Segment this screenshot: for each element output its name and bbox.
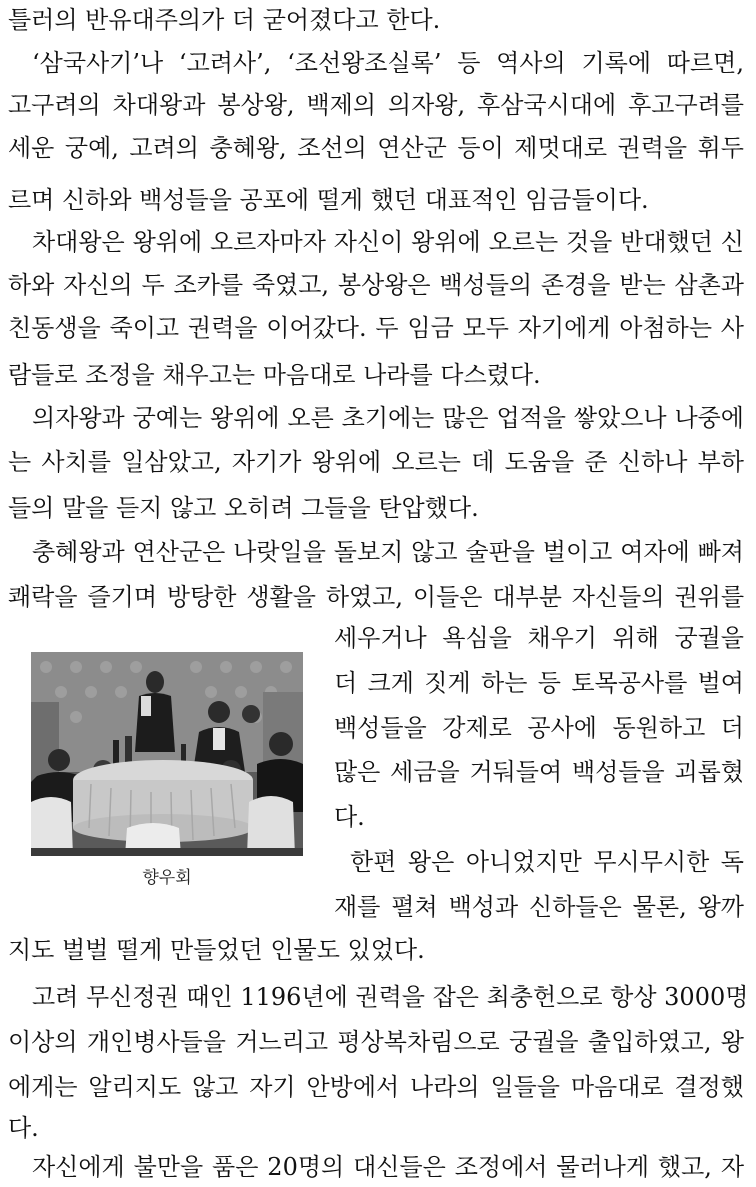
text-line: 한편 왕은 아니었지만 무시무시한 독 [350,848,744,876]
text-line: 이상의 개인병사들을 거느리고 평상복차림으로 궁궐을 출입하였고, 왕 [8,1028,744,1056]
text-line: 지도 벌벌 떨게 만들었던 인물도 있었다. [8,936,425,964]
text-line: 고려 무신정권 때인 1196년에 권력을 잡은 최충헌으로 항상 3000명 [32,983,749,1011]
text-line: 틀러의 반유대주의가 더 굳어졌다고 한다. [8,6,441,34]
text-line: 더 크게 짓게 하는 등 토목공사를 벌여 [334,669,744,697]
text-line: 다. [334,803,365,831]
photo-caption: 향우회 [142,868,192,888]
text-line: 고구려의 차대왕과 봉상왕, 백제의 의자왕, 후삼국시대에 후고구려를 [8,91,744,119]
banquet-photo [31,652,303,856]
text-line: 에게는 알리지도 않고 자기 안방에서 나라의 일들을 마음대로 결정했 [8,1073,744,1101]
text-line: 친동생을 죽이고 권력을 이어갔다. 두 임금 모두 자기에게 아첨하는 사 [8,314,744,342]
text-line: 재를 펼쳐 백성과 신하들은 물론, 왕까 [334,893,744,921]
text-line: 람들로 조정을 채우고는 마음대로 나라를 다스렸다. [8,361,541,389]
text-line: 많은 세금을 거둬들여 백성들을 괴롭혔 [334,758,744,786]
text-line: 는 사치를 일삼았고, 자기가 왕위에 오르는 데 도움을 준 신하나 부하 [8,448,744,476]
text-line: 백성들을 강제로 공사에 동원하고 더 [334,714,744,742]
text-line: 의자왕과 궁예는 왕위에 오른 초기에는 많은 업적을 쌓았으나 나중에 [32,404,744,432]
text-line: 다. [8,1114,39,1142]
text-line: 세우거나 욕심을 채우기 위해 궁궐을 [334,624,744,652]
text-line: 세운 궁예, 고려의 충혜왕, 조선의 연산군 등이 제멋대로 권력을 휘두 [8,134,744,162]
text-line: 자신에게 불만을 품은 20명의 대신들은 조정에서 물러나게 했고, 자 [32,1153,744,1181]
text-line: 하와 자신의 두 조카를 죽였고, 봉상왕은 백성들의 존경을 받는 삼촌과 [8,271,744,299]
text-line: 쾌락을 즐기며 방탕한 생활을 하였고, 이들은 대부분 자신들의 권위를 [8,583,744,611]
text-line: 들의 말을 듣지 않고 오히려 그들을 탄압했다. [8,494,479,522]
text-line: ‘삼국사기’나 ‘고려사’, ‘조선왕조실록’ 등 역사의 기록에 따르면, [32,49,744,77]
text-line: 충혜왕과 연산군은 나랏일을 돌보지 않고 술판을 벌이고 여자에 빠져 [32,538,744,566]
text-line: 차대왕은 왕위에 오르자마자 자신이 왕위에 오르는 것을 반대했던 신 [32,228,744,256]
text-line: 르며 신하와 백성들을 공포에 떨게 했던 대표적인 임금들이다. [8,186,649,214]
